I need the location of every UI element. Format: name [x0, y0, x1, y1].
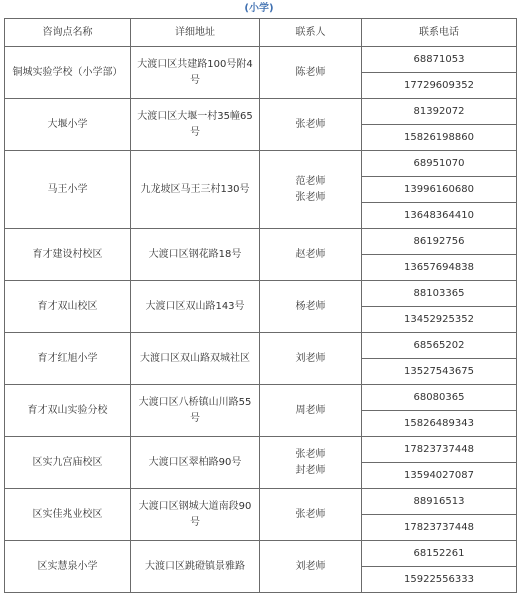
table-body: [5, 47, 517, 593]
address-cell: 大渡口区大堰一村35幢65号: [131, 99, 260, 151]
phone-cell: 13657694838: [362, 255, 517, 281]
address-cell: 大渡口区双山路双城社区: [131, 333, 260, 385]
address-cell: 大渡口区八桥镇山川路55号: [131, 385, 260, 437]
table-row: [5, 437, 517, 463]
school-name-cell: 育才红旭小学: [5, 333, 131, 385]
phone-cell: 17823737448: [362, 437, 517, 463]
address-cell: 大渡口区翠柏路90号: [131, 437, 260, 489]
school-name-cell: 区实慧泉小学: [5, 541, 131, 593]
table-header-row: [5, 19, 517, 47]
phone-cell: 13648364410: [362, 203, 517, 229]
contact-cell: [260, 99, 362, 151]
contact-person: 杨老师: [295, 300, 326, 312]
phone-cell: 13996160680: [362, 177, 517, 203]
school-name-cell: 育才双山实验分校: [5, 385, 131, 437]
table-row: [5, 99, 517, 125]
contact-person: 赵老师: [295, 248, 326, 260]
school-name-cell: 马王小学: [5, 151, 131, 229]
contact-person: 刘老师: [295, 560, 326, 572]
address-cell: 大渡口区跳磴镇景雅路: [131, 541, 260, 593]
table-row: [5, 47, 517, 73]
contact-person: 陈老师: [295, 66, 326, 78]
school-name-cell: 区实佳兆业校区: [5, 489, 131, 541]
phone-cell: 88916513: [362, 489, 517, 515]
phone-cell: 81392072: [362, 99, 517, 125]
phone-cell: 68152261: [362, 541, 517, 567]
phone-cell: 13452925352: [362, 307, 517, 333]
table-row: [5, 281, 517, 307]
contact-cell: [260, 229, 362, 281]
header-phone: 联系电话: [362, 19, 517, 47]
contact-cell: [260, 489, 362, 541]
phone-cell: 88103365: [362, 281, 517, 307]
contact-person: 张老师: [295, 448, 326, 460]
table-row: [5, 229, 517, 255]
contact-cell: [260, 47, 362, 99]
school-name-cell: 育才建设村校区: [5, 229, 131, 281]
address-cell: 大渡口区钢花路18号: [131, 229, 260, 281]
header-address: 详细地址: [131, 19, 260, 47]
contact-cell: [260, 281, 362, 333]
table-row: [5, 385, 517, 411]
contact-cell: [260, 151, 362, 229]
phone-cell: 68565202: [362, 333, 517, 359]
table-row: [5, 333, 517, 359]
contact-person: 封老师: [295, 464, 326, 476]
contact-cell: [260, 437, 362, 489]
phone-cell: 17823737448: [362, 515, 517, 541]
phone-cell: 68951070: [362, 151, 517, 177]
contact-cell: [260, 333, 362, 385]
phone-cell: 68080365: [362, 385, 517, 411]
school-contact-table: [4, 18, 517, 593]
address-cell: 大渡口区钢城大道南段90号: [131, 489, 260, 541]
address-cell: 大渡口区双山路143号: [131, 281, 260, 333]
phone-cell: 15826198860: [362, 125, 517, 151]
header-contact: 联系人: [260, 19, 362, 47]
contact-person: 周老师: [295, 404, 326, 416]
contact-person: 张老师: [295, 191, 326, 203]
phone-cell: 17729609352: [362, 73, 517, 99]
contact-cell: [260, 541, 362, 593]
phone-cell: 13594027087: [362, 463, 517, 489]
school-name-cell: 区实九宫庙校区: [5, 437, 131, 489]
contact-person: 刘老师: [295, 352, 326, 364]
phone-cell: 15826489343: [362, 411, 517, 437]
phone-cell: 15922556333: [362, 567, 517, 593]
contact-person: 张老师: [295, 508, 326, 520]
school-name-cell: 铜城实验学校（小学部）: [5, 47, 131, 99]
table-row: [5, 541, 517, 567]
contact-person: 范老师: [295, 175, 326, 187]
school-name-cell: 育才双山校区: [5, 281, 131, 333]
school-name-cell: 大堰小学: [5, 99, 131, 151]
address-cell: 大渡口区共建路100号附4号: [131, 47, 260, 99]
header-name: 咨询点名称: [5, 19, 131, 47]
contact-person: 张老师: [295, 118, 326, 130]
table-caption: (小学): [244, 3, 274, 14]
address-cell: 九龙坡区马王三村130号: [131, 151, 260, 229]
phone-cell: 13527543675: [362, 359, 517, 385]
phone-cell: 68871053: [362, 47, 517, 73]
phone-cell: 86192756: [362, 229, 517, 255]
table-row: [5, 151, 517, 177]
contact-cell: [260, 385, 362, 437]
table-row: [5, 489, 517, 515]
